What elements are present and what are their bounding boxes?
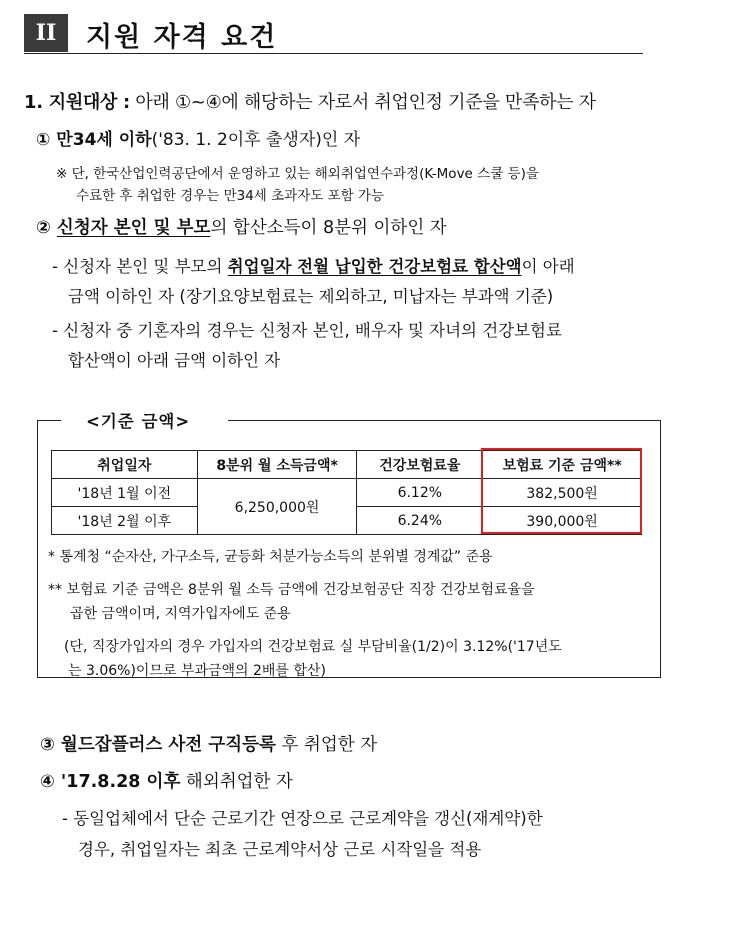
- criteria-frame-top-right: [228, 420, 660, 421]
- dash1-pre: - 신청자 본인 및 부모의: [52, 257, 228, 276]
- row-rate: 6.24%: [357, 507, 483, 535]
- header-income: 8분위 월 소득금액*: [197, 451, 357, 479]
- condition-4-dash: [62, 803, 543, 865]
- dash1-line2: 금액 이하인 자 (장기요양보험료는 제외하고, 미납자는 부과액 기준): [68, 287, 554, 306]
- footnote-3-line2: 는 3.06%)이므로 부과금액의 2배를 합산): [68, 663, 326, 679]
- target-label: 1. 지원대상 :: [24, 92, 130, 113]
- note-line-2: 수료한 후 취업한 경우는 만34세 초과자도 포함 가능: [76, 188, 385, 204]
- amount-highlight-box: [481, 448, 642, 534]
- footnote-3: [64, 635, 562, 683]
- footnote-2-line2: 곱한 금액이며, 지역가입자에도 준용: [70, 606, 291, 622]
- condition-3: [40, 731, 377, 756]
- condition-1: [36, 125, 360, 150]
- condition-4: [40, 768, 293, 793]
- footnote-2-line1: ** 보험료 기준 금액은 8분위 월 소득 금액에 건강보험공단 직장 건강보험료율을: [48, 582, 535, 598]
- header-rate: 건강보험료율: [357, 451, 483, 479]
- footnote-1: * 통계청 “순자산, 가구소득, 균등화 처분가능소득의 분위별 경계값” 준용: [48, 549, 493, 565]
- eligibility-target: [24, 88, 596, 114]
- condition-3-bold: ③ 월드잡플러스 사전 구직등록: [40, 735, 276, 755]
- note-line-1: ※ 단, 한국산업인력공단에서 운영하고 있는 해외취업연수과정(K-Move 스쿨 등)을: [56, 166, 539, 182]
- dash1-bold: 취업일자 전월 납입한 건강보험료 합산액: [227, 257, 522, 276]
- condition-4-dash-line2: 경우, 취업일자는 최초 근로계약서상 근로 시작일을 적용: [78, 840, 482, 859]
- condition-3-text: 후 취업한 자: [275, 735, 378, 755]
- criteria-frame-top-left: [37, 420, 61, 421]
- dash2-line2: 합산액이 아래 금액 이하인 자: [68, 351, 281, 370]
- dash1-post: 이 아래: [521, 257, 575, 276]
- condition-1-bold: ① 만34세 이하: [36, 130, 152, 150]
- footnote-2: [48, 578, 535, 626]
- condition-2-num: ②: [36, 218, 57, 238]
- row-date: '18년 2월 이후: [52, 507, 198, 535]
- header-amount: 보험료 기준 금액**: [483, 451, 642, 479]
- header-date: 취업일자: [52, 451, 198, 479]
- condition-1-note: [56, 163, 539, 207]
- condition-2-dash-1: [52, 252, 575, 312]
- section-number: II: [35, 20, 57, 46]
- condition-2-text: 의 합산소득이 8분위 이하인 자: [210, 218, 447, 238]
- condition-4-text: 해외취업한 자: [180, 772, 293, 792]
- row-date: '18년 1월 이전: [52, 479, 198, 507]
- row-rate: 6.12%: [357, 479, 483, 507]
- row-amount: 390,000원: [483, 507, 642, 535]
- condition-2-dash-2: [52, 316, 562, 376]
- section-number-badge: [24, 14, 68, 52]
- condition-4-bold: ④ '17.8.28 이후: [40, 772, 181, 792]
- row-amount: 382,500원: [483, 479, 642, 507]
- criteria-label: <기준 금액>: [86, 412, 191, 431]
- condition-4-dash-line1: - 동일업체에서 단순 근로기간 연장으로 근로계약을 갱신(재계약)한: [62, 809, 543, 828]
- footnote-3-line1: (단, 직장가입자의 경우 가입자의 건강보험료 실 부담비율(1/2)이 3.12%('17년도: [64, 639, 562, 655]
- dash2-line1: - 신청자 중 기혼자의 경우는 신청자 본인, 배우자 및 자녀의 건강보험료: [52, 321, 562, 340]
- condition-1-text: ('83. 1. 2이후 출생자)인 자: [151, 130, 361, 150]
- section-title: 지원 자격 요건: [86, 22, 278, 53]
- section-divider: [24, 53, 643, 54]
- target-text: 아래 ①~④에 해당하는 자로서 취업인정 기준을 만족하는 자: [129, 92, 596, 113]
- row-income: 6,250,000원: [197, 479, 357, 535]
- condition-2: [36, 214, 447, 239]
- condition-2-bold: 신청자 본인 및 부모: [56, 218, 211, 238]
